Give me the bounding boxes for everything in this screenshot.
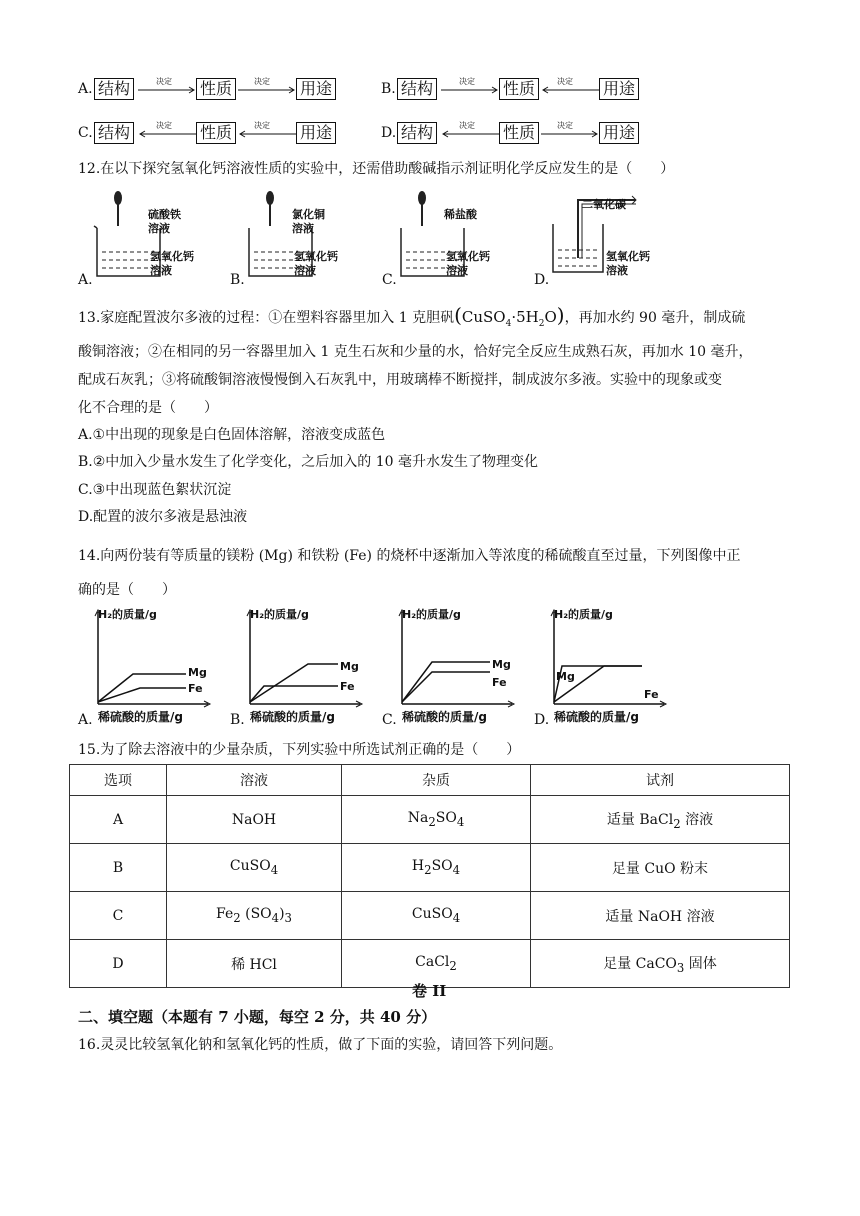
- subscript: 2: [538, 318, 545, 329]
- formula: 稀 HCl: [231, 956, 277, 973]
- reagent-label: 硫酸铁: [148, 208, 181, 221]
- x-axis-label: 稀硫酸的质量/g: [402, 710, 487, 724]
- formula: (SO: [240, 906, 272, 923]
- subscript: 4: [505, 318, 512, 329]
- solution-label: 溶液: [294, 264, 316, 277]
- subscript: 2: [449, 958, 457, 973]
- section-title: 二、填空题（本题有 7 小题，每空 2 分，共 40 分）: [78, 1008, 437, 1026]
- q14-graph-c: [382, 604, 532, 730]
- solution-label: 溶液: [446, 264, 468, 277]
- arrow-right-icon: [441, 83, 499, 97]
- q13-option-d: D.配置的波尔多液是悬浊液: [78, 509, 248, 525]
- formula: ·5H: [511, 308, 539, 326]
- reagent-label: 氯化铜: [292, 208, 325, 221]
- q13-text: ，再加水约 90 毫升，制成硫: [564, 310, 746, 326]
- formula: 溶液: [680, 811, 714, 828]
- option-letter: A.: [78, 81, 93, 97]
- q15-stem: 15.为了除去溶液中的少量杂质，下列实验中所选试剂正确的是（ ）: [78, 742, 521, 758]
- mg-curve: [402, 662, 490, 702]
- mg-label: Mg: [556, 670, 575, 683]
- mg-label: Mg: [492, 658, 511, 671]
- x-axis-label: 稀硫酸的质量/g: [98, 710, 183, 724]
- formula: CuSO: [411, 906, 453, 923]
- q12-option-d: [534, 190, 684, 288]
- arrow-left-icon: [441, 127, 499, 141]
- subscript: 2: [233, 910, 241, 925]
- formula: Na: [407, 810, 429, 827]
- cell-solution: [167, 940, 342, 988]
- arrow-label: 决定: [254, 77, 270, 86]
- fe-label: Fe: [644, 688, 659, 701]
- q13-line-1: 13.家庭配置波尔多液的过程：①在塑料容器里加入 1 克胆矾$(CuSO_4\cdot 5H_2O)$，再加水约 90 毫升，制成硫: [78, 303, 746, 329]
- reagent-label: 溶液: [148, 222, 170, 235]
- subscript: 2: [424, 862, 432, 877]
- formula: H: [411, 858, 425, 875]
- formula: 足量 CaCO: [603, 955, 677, 972]
- formula: ): [279, 906, 285, 923]
- box-use: 用途: [599, 78, 639, 100]
- formula: 适量 NaOH 溶液: [605, 908, 715, 925]
- arrow-right-icon: [238, 83, 296, 97]
- box-property: 性质: [196, 78, 236, 100]
- formula: 固体: [684, 955, 717, 972]
- box-use: 用途: [296, 78, 336, 100]
- x-axis-label: 稀硫酸的质量/g: [554, 710, 639, 724]
- option-letter: D.: [534, 272, 550, 288]
- cell-reagent: [531, 940, 790, 988]
- q13-line-4: 化不合理的是（ ）: [78, 400, 218, 416]
- subscript: 2: [673, 816, 681, 831]
- q14-line-2: 确的是（ ）: [78, 582, 176, 598]
- formula: SO: [431, 858, 453, 875]
- formula: 适量 BaCl: [606, 811, 674, 828]
- formula: CuSO: [229, 858, 271, 875]
- mg-label: Mg: [188, 666, 207, 679]
- cell-impurity: [342, 796, 531, 844]
- box-structure: 结构: [94, 122, 134, 144]
- q12-option-c: [382, 190, 522, 288]
- formula: SO: [435, 810, 457, 827]
- q12-option-a: [78, 190, 218, 288]
- option-letter: B.: [381, 81, 396, 97]
- q13-line-2: 酸铜溶液；②在相同的另一容器里加入 1 克生石灰和少量的水，恰好完全反应生成熟石灰，再加水 10 毫升，: [78, 344, 753, 360]
- box-structure: 结构: [397, 122, 437, 144]
- q11-option-d: [381, 122, 661, 148]
- option-letter: D.: [381, 125, 397, 141]
- reagent-label: 溶液: [292, 222, 314, 235]
- box-property: 性质: [499, 78, 539, 100]
- table-row: [70, 844, 790, 892]
- formula: CaCl: [415, 954, 450, 971]
- formula: Fe: [216, 906, 234, 923]
- cell-option: B: [70, 844, 167, 892]
- fe-curve: [402, 672, 490, 702]
- y-axis-label: H₂的质量/g: [402, 608, 461, 621]
- arrow-label: 决定: [459, 121, 475, 130]
- arrow-label: 决定: [254, 121, 270, 130]
- fe-curve: [98, 688, 186, 702]
- cell-option: A: [70, 796, 167, 844]
- option-letter: A.: [78, 272, 93, 288]
- cell-solution: [167, 796, 342, 844]
- q13-line-3: 配成石灰乳；③将硫酸铜溶液慢慢倒入石灰乳中，用玻璃棒不断搅拌，制成波尔多液。实验中的现象或变: [78, 372, 722, 388]
- option-letter: D.: [534, 712, 550, 728]
- box-structure: 结构: [94, 78, 134, 100]
- solution-label: 溶液: [606, 264, 628, 277]
- arrow-label: 决定: [156, 77, 172, 86]
- subscript: 3: [284, 910, 292, 925]
- solution-label: 溶液: [150, 264, 172, 277]
- column-header: 溶液: [167, 765, 342, 796]
- q14-graph-d: [534, 604, 684, 730]
- box-property: 性质: [196, 122, 236, 144]
- q11-option-a: [78, 78, 358, 104]
- reagent-label: 稀盐酸: [444, 208, 477, 221]
- cell-impurity: [342, 892, 531, 940]
- solution-label: 氢氧化钙: [150, 250, 194, 263]
- subscript: 2: [428, 814, 436, 829]
- table-header-row: [70, 765, 790, 796]
- cell-reagent: [531, 796, 790, 844]
- cell-option: C: [70, 892, 167, 940]
- subscript: 4: [270, 862, 279, 877]
- solution-label: 氢氧化钙: [294, 250, 338, 263]
- arrow-right-icon: [541, 127, 599, 141]
- mg-label: Mg: [340, 660, 359, 673]
- y-axis-label: H₂的质量/g: [554, 608, 613, 621]
- q13-option-a: A.①中出现的现象是白色固体溶解，溶液变成蓝色: [78, 427, 386, 443]
- solution-label: 氢氧化钙: [606, 250, 650, 263]
- mg-curve: [250, 664, 338, 702]
- box-use: 用途: [599, 122, 639, 144]
- q13-option-c: C.③中出现蓝色絮状沉淀: [78, 482, 232, 498]
- formula: NaOH: [231, 811, 277, 828]
- column-header: 选项: [70, 765, 167, 796]
- x-axis-label: 稀硫酸的质量/g: [250, 710, 335, 724]
- q12-stem: 12.在以下探究氢氧化钙溶液性质的实验中，还需借助酸碱指示剂证明化学反应发生的是（ ）: [78, 161, 675, 177]
- arrow-left-icon: [541, 83, 599, 97]
- subscript: 4: [271, 910, 280, 925]
- cell-solution: [167, 892, 342, 940]
- q12-option-b: [230, 190, 370, 288]
- option-letter: C.: [382, 272, 397, 288]
- y-axis-label: H₂的质量/g: [250, 608, 309, 621]
- cell-reagent: [531, 892, 790, 940]
- arrow-label: 决定: [156, 121, 172, 130]
- formula: O: [544, 308, 557, 326]
- option-letter: A.: [78, 712, 93, 728]
- q14-line-1: 14.向两份装有等质量的镁粉 (Mg) 和铁粉 (Fe) 的烧杯中逐渐加入等浓度的稀硫酸直至过量，下列图像中正: [78, 548, 741, 564]
- column-header: 杂质: [342, 765, 531, 796]
- q14-graph-b: [230, 604, 380, 730]
- subscript: 4: [456, 814, 465, 829]
- cell-reagent: [531, 844, 790, 892]
- q14-graph-a: [78, 604, 228, 730]
- q11-option-c: [78, 122, 358, 148]
- reagent-label: 二氧化碳: [582, 198, 626, 211]
- cell-impurity: [342, 844, 531, 892]
- arrow-label: 决定: [557, 121, 573, 130]
- y-axis-label: H₂的质量/g: [98, 608, 157, 621]
- formula: CuSO: [461, 308, 506, 326]
- q15-table: [69, 764, 790, 988]
- q13-text: 13.家庭配置波尔多液的过程：①在塑料容器里加入 1 克胆矾: [78, 310, 455, 326]
- fe-label: Fe: [188, 682, 203, 695]
- solution-label: 氢氧化钙: [446, 250, 490, 263]
- q11-option-b: [381, 78, 661, 104]
- cell-option: D: [70, 940, 167, 988]
- q13-option-b: B.②中加入少量水发生了化学变化，之后加入的 10 毫升水发生了物理变化: [78, 454, 539, 470]
- subscript: 4: [452, 910, 461, 925]
- subscript: 4: [452, 862, 461, 877]
- table-row: [70, 796, 790, 844]
- arrow-right-icon: [138, 83, 196, 97]
- table-row: [70, 892, 790, 940]
- column-header: 试剂: [531, 765, 790, 796]
- arrow-left-icon: [138, 127, 196, 141]
- option-letter: B.: [230, 272, 245, 288]
- box-property: 性质: [499, 122, 539, 144]
- subscript: 3: [676, 960, 685, 975]
- box-use: 用途: [296, 122, 336, 144]
- volume-title: 卷 II: [412, 982, 447, 1000]
- fe-label: Fe: [340, 680, 355, 693]
- arrow-left-icon: [238, 127, 296, 141]
- arrow-label: 决定: [459, 77, 475, 86]
- option-letter: C.: [78, 125, 93, 141]
- formula: 足量 CuO 粉末: [611, 860, 709, 877]
- cell-solution: [167, 844, 342, 892]
- option-letter: C.: [382, 712, 397, 728]
- q16-stem: 16.灵灵比较氢氧化钠和氢氧化钙的性质，做了下面的实验，请回答下列问题。: [78, 1037, 563, 1053]
- arrow-label: 决定: [557, 77, 573, 86]
- box-structure: 结构: [397, 78, 437, 100]
- option-letter: B.: [230, 712, 245, 728]
- fe-label: Fe: [492, 676, 507, 689]
